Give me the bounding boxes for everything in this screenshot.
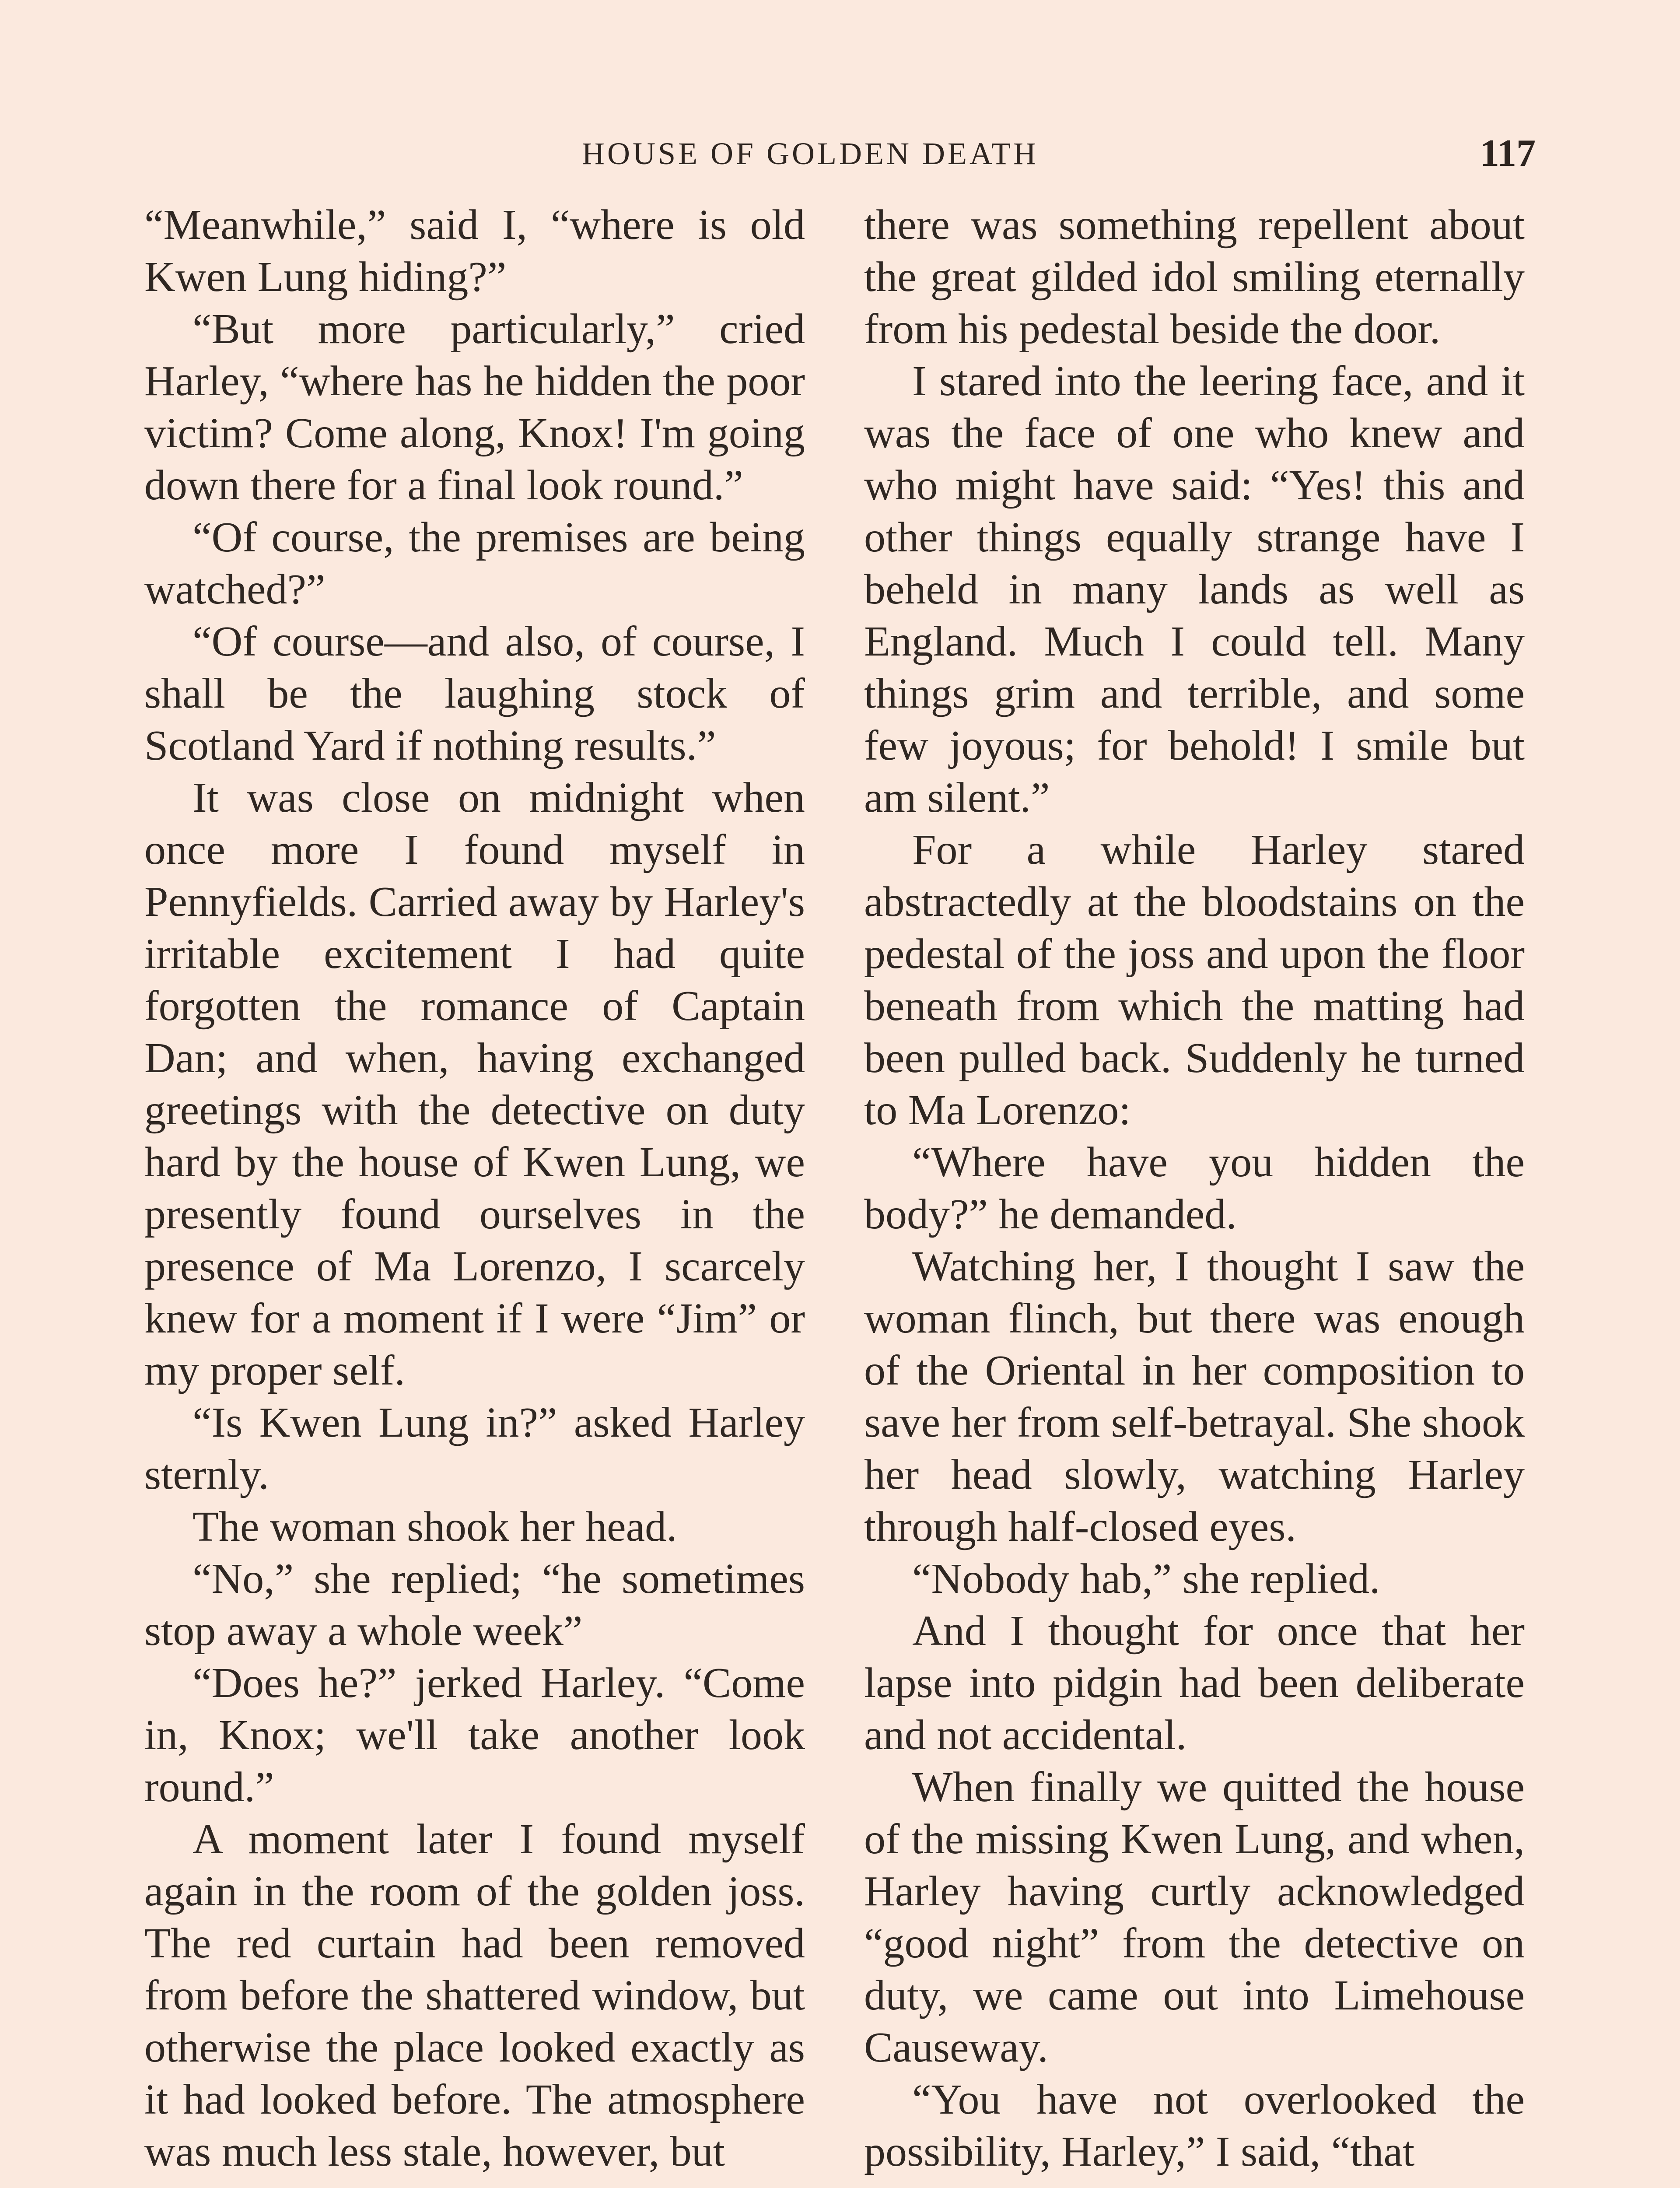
paragraph: Watching her, I thought I saw the woman flinch, but there was enough of the Oriental in her composition to save her from self-betrayal. She shook her head slowly, watching Harley through half-closed eyes. [864, 1243, 1525, 1550]
paragraph: When finally we quitted the house of the missing Kwen Lung, and when, Harley having curtly acknowledged “good night” from the detective on duty, we came out into Limehouse Causeway. [864, 1764, 1525, 2071]
running-head: HOUSE OF GOLDEN DEATH [582, 136, 1039, 171]
paragraph: It was close on midnight when once more I found myself in Pennyfields. Carried away by Harley's irritable excitement I had quite forgotten the romance of Captain Dan; and when, having exchanged greetings with the detective on duty hard by the house of Kwen Lung, we presently found ourselves in the presence of Ma Lorenzo, I scarcely knew for a moment if I were “Jim” or my proper self. [144, 774, 805, 1394]
right-column [864, 199, 1525, 2178]
paragraph: “Is Kwen Lung in?” asked Harley sternly. [144, 1399, 805, 1498]
paragraph: “Where have you hidden the body?” he demanded. [864, 1139, 1525, 1238]
paragraph: The woman shook her head. [192, 1503, 677, 1550]
paragraph: “You have not overlooked the possibility, Harley,” I said, “that [864, 2076, 1525, 2175]
page-header [0, 131, 1680, 184]
paragraph: “No,” she replied; “he sometimes stop away a whole week” [144, 1555, 805, 1655]
paragraph: “Does he?” jerked Harley. “Come in, Knox; we'll take another look round.” [144, 1659, 805, 1811]
paragraph: A moment later I found myself again in the room of the golden joss. The red curtain had been removed from before the shattered window, but otherwise the place looked exactly as it had looked before. The atmosphere was much less stale, however, but [144, 1816, 805, 2175]
page-number: 117 [1480, 132, 1536, 175]
paragraph: And I thought for once that her lapse into pidgin had been deliberate and not accidental. [864, 1607, 1525, 1759]
paragraph: “Of course, the premises are being watched?” [144, 514, 805, 613]
paragraph: “Meanwhile,” said I, “where is old Kwen Lung hiding?” [144, 201, 805, 301]
paragraph: I stared into the leering face, and it was the face of one who knew and who might have said: “Yes! this and other things equally strange have I beheld in many lands as well as England. Much I could tell. Many things grim and terrible, and some few joyous; for behold! I smile but am silent.” [864, 358, 1525, 821]
paragraph-continuation: there was something repellent about the great gilded idol smiling eternally from his pedestal beside the door. [864, 201, 1525, 353]
paragraph: “Nobody hab,” she replied. [912, 1555, 1380, 1602]
paragraph: “Of course—and also, of course, I shall be the laughing stock of Scotland Yard if nothing results.” [144, 618, 805, 769]
paragraph: “But more particularly,” cried Harley, “where has he hidden the poor victim? Come along, Knox! I'm going down there for a final look round.” [144, 305, 805, 509]
paragraph: For a while Harley stared abstractedly at the bloodstains on the pedestal of the joss and upon the floor beneath from which the matting had been pulled back. Suddenly he turned to Ma Lorenzo: [864, 826, 1525, 1134]
left-column [144, 199, 805, 2178]
